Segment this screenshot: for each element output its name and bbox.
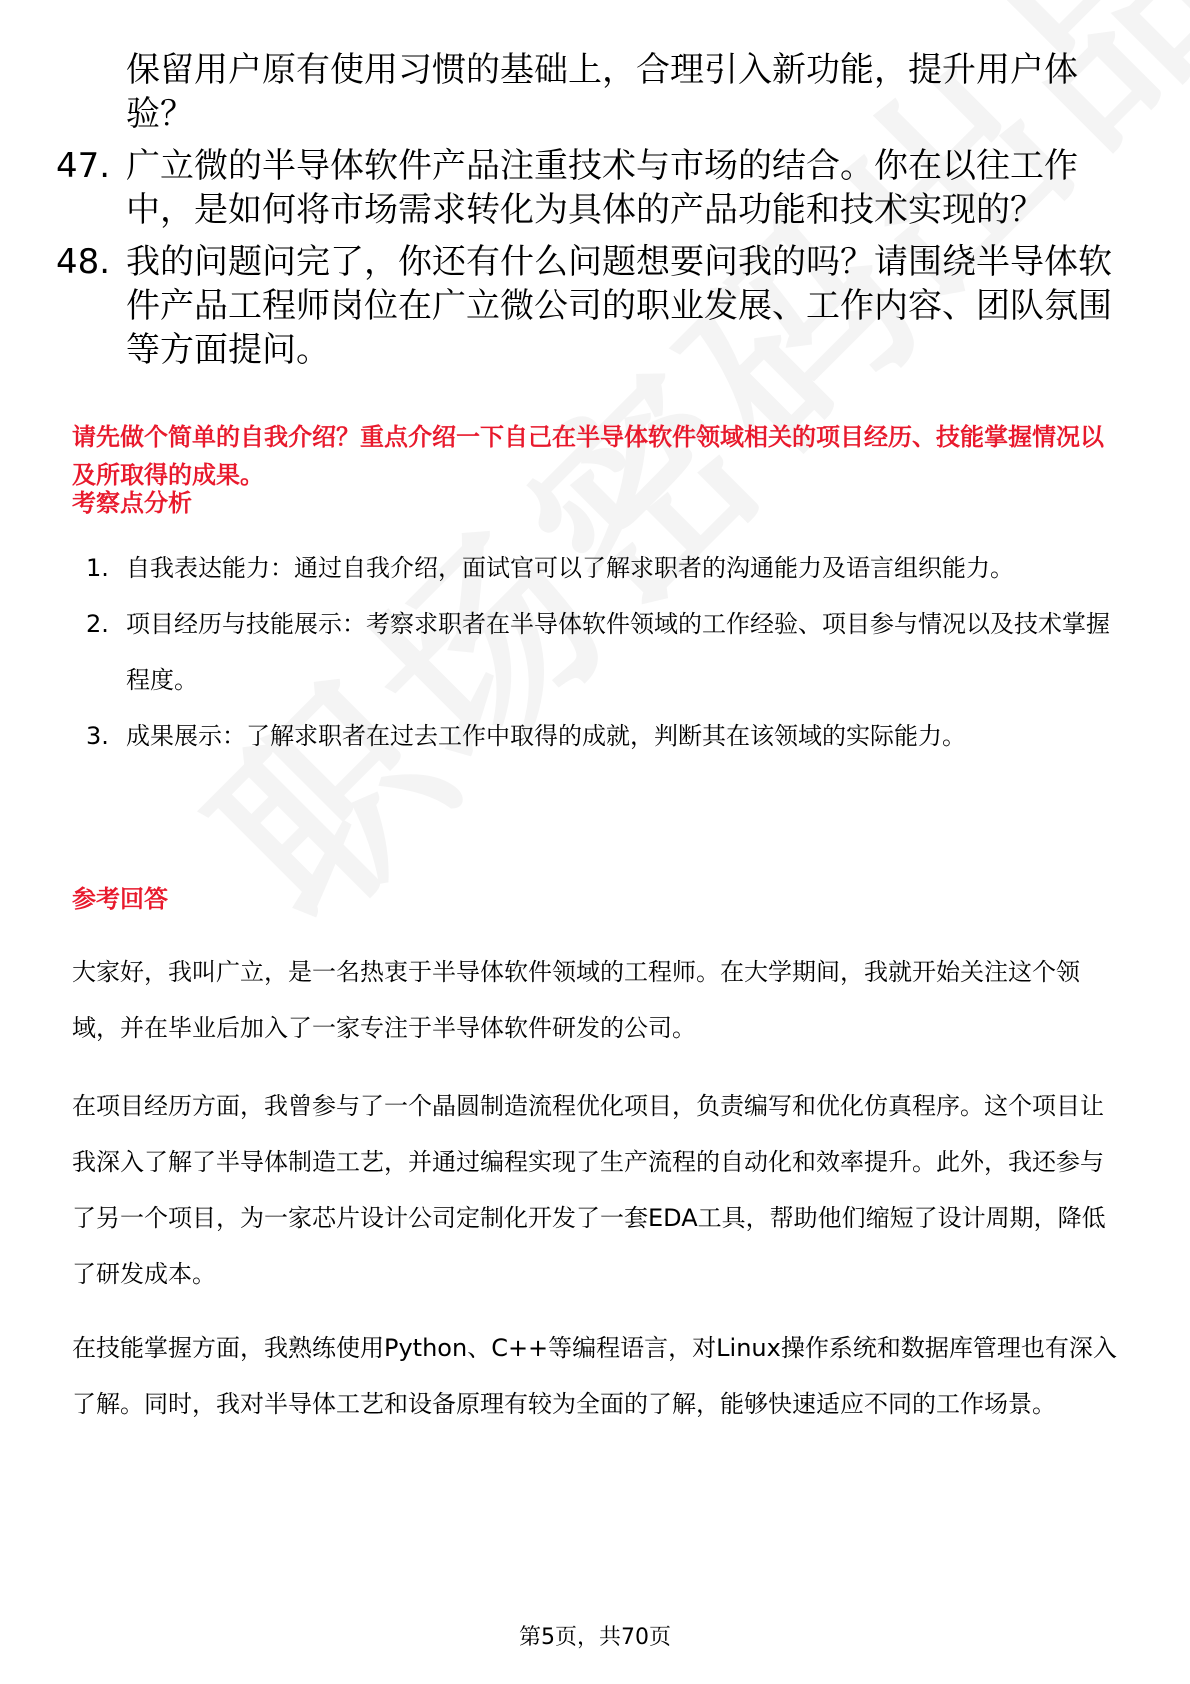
analysis-item [72, 596, 1112, 708]
analysis-item-text: 自我表达能力：通过自我介绍，面试官可以了解求职者的沟通能力及语言组织能力。 [126, 554, 1014, 582]
item-text: 我的问题问完了，你还有什么问题想要问我的吗？请围绕半导体软件产品工程师岗位在广立微公司的职业发展、工作内容、团队氛围等方面提问。 [126, 242, 1112, 370]
item-text: 广立微的半导体软件产品注重技术与市场的结合。你在以往工作中，是如何将市场需求转化为具体的产品功能和技术实现的？ [126, 146, 1078, 230]
analysis-item-number: 3. [86, 722, 109, 750]
analysis-item-number: 1. [86, 554, 109, 582]
analysis-heading: 考察点分析 [72, 489, 192, 517]
analysis-item-number: 2. [86, 610, 109, 638]
item-number: 47. [56, 146, 111, 186]
answer-paragraph: 在项目经历方面，我曾参与了一个晶圆制造流程优化项目，负责编写和优化仿真程序。这个项目让我深入了解了半导体制造工艺，并通过编程实现了生产流程的自动化和效率提升。此外，我还参与了另一个项目，为一家芯片设计公司定制化开发了一套EDA工具，帮助他们缩短了设计周期，降低了研发成本。 [72, 1092, 1106, 1288]
answer-heading: 参考回答 [72, 885, 168, 913]
analysis-list [72, 540, 1112, 764]
answer-paragraph: 在技能掌握方面，我熟练使用Python、C++等编程语言，对Linux操作系统和数据库管理也有深入了解。同时，我对半导体工艺和设备原理有较为全面的了解，能够快速适应不同的工作场景。 [72, 1334, 1117, 1418]
analysis-item-text: 项目经历与技能展示：考察求职者在半导体软件领域的工作经验、项目参与情况以及技术掌握程度。 [126, 610, 1110, 694]
analysis-item [72, 540, 1112, 596]
analysis-item [72, 708, 1112, 764]
question-list-item-48 [56, 240, 1116, 372]
answer-paragraph: 大家好，我叫广立，是一名热衷于半导体软件领域的工程师。在大学期间，我就开始关注这个领域，并在毕业后加入了一家专注于半导体软件研发的公司。 [72, 958, 1080, 1042]
item-text: 保留用户原有使用习惯的基础上，合理引入新功能，提升用户体验？ [126, 50, 1078, 134]
question-list-item-continued [56, 48, 1116, 136]
analysis-item-text: 成果展示：了解求职者在过去工作中取得的成就，判断其在该领域的实际能力。 [126, 722, 966, 750]
page-number: 第5页，共70页 [519, 1625, 671, 1650]
item-number: 48. [56, 242, 111, 282]
question-list-item-47 [56, 144, 1116, 232]
interview-question: 请先做个简单的自我介绍？重点介绍一下自己在半导体软件领域相关的项目经历、技能掌握情况以及所取得的成果。 [72, 423, 1104, 489]
